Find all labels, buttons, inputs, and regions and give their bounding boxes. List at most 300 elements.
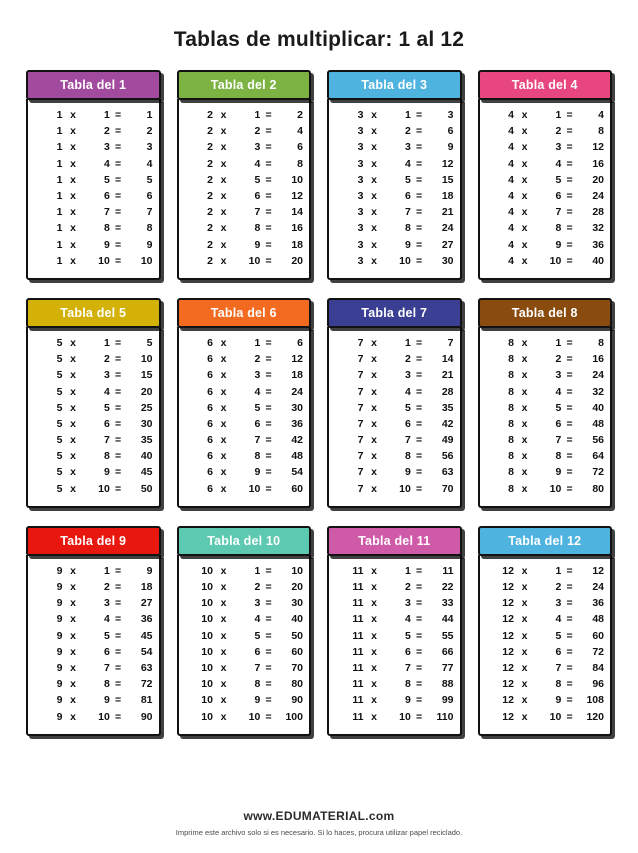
factor-a: 6 <box>207 434 213 447</box>
product-value: 15 <box>140 369 153 382</box>
times-symbol: x <box>371 597 378 610</box>
times-symbol: x <box>371 157 378 170</box>
factor-a: 3 <box>357 222 364 235</box>
times-symbol: x <box>70 710 77 723</box>
multiplication-table-card <box>327 298 462 508</box>
table-row <box>486 448 605 464</box>
equals-symbol: = <box>566 125 573 138</box>
equals-symbol: = <box>265 109 272 122</box>
table-row <box>335 351 454 367</box>
times-symbol: x <box>521 450 528 463</box>
factor-b: 6 <box>103 190 110 203</box>
equals-symbol: = <box>115 466 122 479</box>
factor-a: 5 <box>56 417 63 430</box>
product-value: 60 <box>291 645 303 658</box>
table-row <box>486 237 605 253</box>
times-symbol: x <box>220 369 227 382</box>
equals-symbol: = <box>566 109 573 122</box>
table-row <box>486 432 605 448</box>
times-symbol: x <box>371 678 378 691</box>
factor-a: 9 <box>56 694 63 707</box>
equals-symbol: = <box>115 336 122 349</box>
product-value: 14 <box>291 206 303 219</box>
table-row <box>34 172 153 188</box>
product-value: 110 <box>436 710 454 723</box>
factor-b: 1 <box>254 336 261 349</box>
equals-symbol: = <box>115 645 122 658</box>
equals-symbol: = <box>416 157 423 170</box>
product-value: 15 <box>441 173 454 186</box>
table-row <box>486 123 605 139</box>
product-value: 66 <box>441 645 454 658</box>
times-symbol: x <box>521 581 528 594</box>
product-value: 32 <box>592 385 604 398</box>
factor-a: 11 <box>352 678 364 691</box>
table-row <box>34 432 153 448</box>
factor-b: 5 <box>404 401 411 414</box>
product-value: 18 <box>441 190 454 203</box>
factor-a: 4 <box>508 190 514 203</box>
factor-a: 8 <box>508 385 514 398</box>
equals-symbol: = <box>566 157 573 170</box>
times-symbol: x <box>220 190 227 203</box>
times-symbol: x <box>70 173 77 186</box>
multiplication-table-card <box>177 298 312 508</box>
equals-symbol: = <box>566 613 573 626</box>
times-symbol: x <box>70 434 77 447</box>
table-row <box>335 237 454 253</box>
equals-symbol: = <box>115 694 122 707</box>
times-symbol: x <box>371 417 378 430</box>
equals-symbol: = <box>115 581 122 594</box>
factor-b: 1 <box>555 564 562 577</box>
product-value: 80 <box>291 678 303 691</box>
equals-symbol: = <box>115 564 122 577</box>
times-symbol: x <box>371 434 378 447</box>
factor-b: 9 <box>254 238 261 251</box>
equals-symbol: = <box>115 254 122 267</box>
table-row <box>34 644 153 660</box>
multiplication-table-card <box>478 298 613 508</box>
times-symbol: x <box>371 190 378 203</box>
times-symbol: x <box>70 597 77 610</box>
equals-symbol: = <box>566 173 573 186</box>
factor-b: 9 <box>555 238 562 251</box>
factor-a: 5 <box>56 450 63 463</box>
factor-b: 5 <box>404 173 411 186</box>
times-symbol: x <box>70 564 77 577</box>
product-value: 20 <box>140 385 153 398</box>
times-symbol: x <box>521 694 528 707</box>
factor-b: 4 <box>103 157 110 170</box>
times-symbol: x <box>220 661 227 674</box>
times-symbol: x <box>521 401 528 414</box>
equals-symbol: = <box>416 597 423 610</box>
factor-b: 7 <box>555 434 562 447</box>
table-card-title: Tabla del 2 <box>177 70 312 100</box>
product-value: 20 <box>291 581 303 594</box>
product-value: 6 <box>297 336 303 349</box>
times-symbol: x <box>220 109 227 122</box>
equals-symbol: = <box>115 482 122 495</box>
factor-a: 10 <box>201 581 213 594</box>
product-value: 72 <box>140 678 153 691</box>
equals-symbol: = <box>265 466 272 479</box>
factor-b: 3 <box>404 141 411 154</box>
table-row <box>185 708 304 724</box>
factor-b: 7 <box>555 661 562 674</box>
times-symbol: x <box>521 141 528 154</box>
factor-b: 2 <box>254 581 261 594</box>
factor-a: 1 <box>56 125 63 138</box>
table-row <box>486 367 605 383</box>
factor-a: 7 <box>357 450 364 463</box>
times-symbol: x <box>521 434 528 447</box>
factor-b: 1 <box>404 564 411 577</box>
table-card-title: Tabla del 5 <box>26 298 161 328</box>
product-value: 35 <box>441 401 454 414</box>
product-value: 28 <box>441 385 454 398</box>
equals-symbol: = <box>416 141 423 154</box>
equals-symbol: = <box>416 482 423 495</box>
equals-symbol: = <box>416 125 423 138</box>
factor-b: 2 <box>103 581 110 594</box>
table-card-title: Tabla del 9 <box>26 526 161 556</box>
factor-a: 10 <box>201 678 213 691</box>
equals-symbol: = <box>115 157 122 170</box>
product-value: 12 <box>441 157 454 170</box>
product-value: 12 <box>592 141 604 154</box>
product-value: 88 <box>441 678 454 691</box>
times-symbol: x <box>70 109 77 122</box>
times-symbol: x <box>220 629 227 642</box>
product-value: 40 <box>592 401 604 414</box>
factor-a: 8 <box>508 482 514 495</box>
factor-b: 10 <box>248 710 261 723</box>
times-symbol: x <box>521 661 528 674</box>
product-value: 30 <box>140 417 153 430</box>
product-value: 4 <box>297 125 303 138</box>
table-card-body <box>478 327 613 508</box>
product-value: 24 <box>592 581 604 594</box>
table-row <box>185 204 304 220</box>
product-value: 27 <box>140 597 153 610</box>
table-row <box>185 579 304 595</box>
times-symbol: x <box>521 369 528 382</box>
table-row <box>335 644 454 660</box>
equals-symbol: = <box>416 190 423 203</box>
times-symbol: x <box>521 125 528 138</box>
factor-b: 10 <box>248 482 261 495</box>
factor-a: 12 <box>502 694 514 707</box>
equals-symbol: = <box>115 613 122 626</box>
factor-b: 9 <box>254 466 261 479</box>
table-card-body <box>327 99 462 280</box>
equals-symbol: = <box>115 190 122 203</box>
multiplication-table-card <box>177 526 312 736</box>
product-value: 60 <box>592 629 604 642</box>
table-row <box>486 611 605 627</box>
factor-a: 5 <box>56 466 63 479</box>
equals-symbol: = <box>115 141 122 154</box>
table-row <box>486 351 605 367</box>
factor-b: 7 <box>555 206 562 219</box>
times-symbol: x <box>371 629 378 642</box>
table-row <box>486 464 605 480</box>
product-value: 3 <box>146 141 153 154</box>
factor-a: 7 <box>357 482 364 495</box>
factor-a: 4 <box>508 157 514 170</box>
table-row <box>335 464 454 480</box>
times-symbol: x <box>521 238 528 251</box>
table-row <box>335 172 454 188</box>
equations-table <box>185 107 304 269</box>
factor-b: 3 <box>254 597 261 610</box>
equals-symbol: = <box>416 336 423 349</box>
factor-b: 4 <box>103 385 110 398</box>
times-symbol: x <box>70 336 77 349</box>
product-value: 2 <box>146 125 153 138</box>
times-symbol: x <box>70 206 77 219</box>
product-value: 84 <box>592 661 604 674</box>
product-value: 35 <box>140 434 153 447</box>
times-symbol: x <box>371 369 378 382</box>
equals-symbol: = <box>416 466 423 479</box>
times-symbol: x <box>220 141 227 154</box>
equals-symbol: = <box>416 385 423 398</box>
product-value: 40 <box>140 450 153 463</box>
factor-b: 2 <box>555 125 562 138</box>
equals-symbol: = <box>115 238 122 251</box>
equals-symbol: = <box>566 417 573 430</box>
multiplication-table-card <box>26 298 161 508</box>
equals-symbol: = <box>566 353 573 366</box>
product-value: 8 <box>598 125 604 138</box>
equals-symbol: = <box>265 694 272 707</box>
table-row <box>185 156 304 172</box>
table-row <box>486 692 605 708</box>
factor-b: 3 <box>103 141 110 154</box>
table-row <box>486 383 605 399</box>
factor-b: 5 <box>555 173 562 186</box>
equals-symbol: = <box>265 141 272 154</box>
multiplication-table-card <box>177 70 312 280</box>
equals-symbol: = <box>416 109 423 122</box>
equals-symbol: = <box>566 190 573 203</box>
product-value: 6 <box>447 125 454 138</box>
table-row <box>34 107 153 123</box>
times-symbol: x <box>521 190 528 203</box>
times-symbol: x <box>70 157 77 170</box>
table-card-title: Tabla del 3 <box>327 70 462 100</box>
factor-a: 6 <box>207 482 213 495</box>
times-symbol: x <box>220 254 227 267</box>
product-value: 81 <box>140 694 153 707</box>
factor-a: 2 <box>207 206 213 219</box>
equals-symbol: = <box>115 401 122 414</box>
table-row <box>185 432 304 448</box>
equals-symbol: = <box>265 434 272 447</box>
product-value: 10 <box>291 173 303 186</box>
table-row <box>185 481 304 497</box>
factor-b: 8 <box>555 678 562 691</box>
product-value: 12 <box>291 190 303 203</box>
equals-symbol: = <box>265 629 272 642</box>
factor-a: 8 <box>508 466 514 479</box>
factor-a: 10 <box>201 694 213 707</box>
factor-b: 6 <box>555 645 562 658</box>
factor-b: 8 <box>254 222 261 235</box>
table-row <box>185 595 304 611</box>
table-row <box>486 676 605 692</box>
table-card-title: Tabla del 1 <box>26 70 161 100</box>
factor-a: 11 <box>352 581 364 594</box>
product-value: 20 <box>592 173 604 186</box>
table-row <box>34 692 153 708</box>
factor-a: 4 <box>508 238 514 251</box>
factor-b: 6 <box>555 190 562 203</box>
table-row <box>34 204 153 220</box>
multiplication-table-card <box>327 70 462 280</box>
factor-b: 8 <box>555 222 562 235</box>
equals-symbol: = <box>566 450 573 463</box>
equals-symbol: = <box>115 629 122 642</box>
table-row <box>185 220 304 236</box>
factor-a: 12 <box>502 645 514 658</box>
product-value: 12 <box>592 564 604 577</box>
product-value: 80 <box>592 482 604 495</box>
times-symbol: x <box>521 629 528 642</box>
factor-b: 8 <box>254 678 261 691</box>
times-symbol: x <box>371 613 378 626</box>
equals-symbol: = <box>265 417 272 430</box>
times-symbol: x <box>371 710 378 723</box>
equals-symbol: = <box>566 645 573 658</box>
equations-table <box>185 335 304 497</box>
times-symbol: x <box>220 238 227 251</box>
times-symbol: x <box>70 190 77 203</box>
product-value: 11 <box>442 564 454 577</box>
factor-b: 4 <box>404 385 411 398</box>
equals-symbol: = <box>566 581 573 594</box>
table-row <box>34 676 153 692</box>
product-value: 50 <box>291 629 303 642</box>
factor-a: 11 <box>352 710 364 723</box>
factor-a: 10 <box>201 597 213 610</box>
table-row <box>335 188 454 204</box>
times-symbol: x <box>70 694 77 707</box>
factor-a: 3 <box>357 173 364 186</box>
times-symbol: x <box>521 109 528 122</box>
factor-b: 10 <box>399 710 411 723</box>
factor-a: 4 <box>508 125 514 138</box>
equals-symbol: = <box>416 613 423 626</box>
product-value: 54 <box>140 645 153 658</box>
footer-website: www.EDUMATERIAL.com <box>243 809 395 823</box>
table-row <box>34 139 153 155</box>
factor-a: 1 <box>56 190 63 203</box>
times-symbol: x <box>371 141 378 154</box>
factor-b: 6 <box>404 645 411 658</box>
product-value: 90 <box>291 694 303 707</box>
times-symbol: x <box>70 466 77 479</box>
product-value: 21 <box>441 369 454 382</box>
factor-a: 7 <box>357 336 364 349</box>
factor-a: 7 <box>357 385 364 398</box>
times-symbol: x <box>371 450 378 463</box>
factor-a: 3 <box>357 254 364 267</box>
equations-table <box>34 335 153 497</box>
factor-a: 2 <box>207 190 213 203</box>
product-value: 6 <box>297 141 303 154</box>
factor-b: 2 <box>404 353 411 366</box>
table-row <box>185 383 304 399</box>
table-row <box>335 692 454 708</box>
factor-a: 1 <box>56 109 63 122</box>
equals-symbol: = <box>566 222 573 235</box>
factor-b: 8 <box>254 450 261 463</box>
product-value: 99 <box>441 694 454 707</box>
factor-a: 4 <box>508 254 514 267</box>
factor-a: 5 <box>56 434 63 447</box>
factor-b: 2 <box>254 353 261 366</box>
factor-b: 8 <box>103 222 110 235</box>
times-symbol: x <box>521 564 528 577</box>
equals-symbol: = <box>416 206 423 219</box>
equals-symbol: = <box>265 157 272 170</box>
factor-b: 2 <box>103 353 110 366</box>
factor-b: 1 <box>404 109 411 122</box>
factor-a: 12 <box>502 613 514 626</box>
product-value: 108 <box>586 694 604 707</box>
equals-symbol: = <box>265 710 272 723</box>
table-row <box>335 367 454 383</box>
factor-b: 7 <box>103 434 110 447</box>
equals-symbol: = <box>265 661 272 674</box>
factor-b: 3 <box>254 369 261 382</box>
table-row <box>486 156 605 172</box>
times-symbol: x <box>220 613 227 626</box>
table-row <box>335 139 454 155</box>
table-row <box>486 481 605 497</box>
table-row <box>34 448 153 464</box>
table-card-title: Tabla del 8 <box>478 298 613 328</box>
factor-a: 1 <box>56 238 63 251</box>
equals-symbol: = <box>265 564 272 577</box>
product-value: 5 <box>146 173 153 186</box>
times-symbol: x <box>220 581 227 594</box>
table-card-body <box>26 555 161 736</box>
table-row <box>34 611 153 627</box>
factor-a: 9 <box>56 678 63 691</box>
times-symbol: x <box>371 645 378 658</box>
table-row <box>486 220 605 236</box>
factor-b: 4 <box>555 385 562 398</box>
times-symbol: x <box>70 369 77 382</box>
times-symbol: x <box>70 678 77 691</box>
factor-b: 9 <box>103 238 110 251</box>
product-value: 18 <box>140 581 153 594</box>
equals-symbol: = <box>566 238 573 251</box>
times-symbol: x <box>371 401 378 414</box>
factor-a: 8 <box>508 417 514 430</box>
equals-symbol: = <box>416 254 423 267</box>
times-symbol: x <box>371 238 378 251</box>
product-value: 70 <box>291 661 303 674</box>
factor-b: 6 <box>254 190 261 203</box>
times-symbol: x <box>521 254 528 267</box>
factor-a: 1 <box>56 222 63 235</box>
